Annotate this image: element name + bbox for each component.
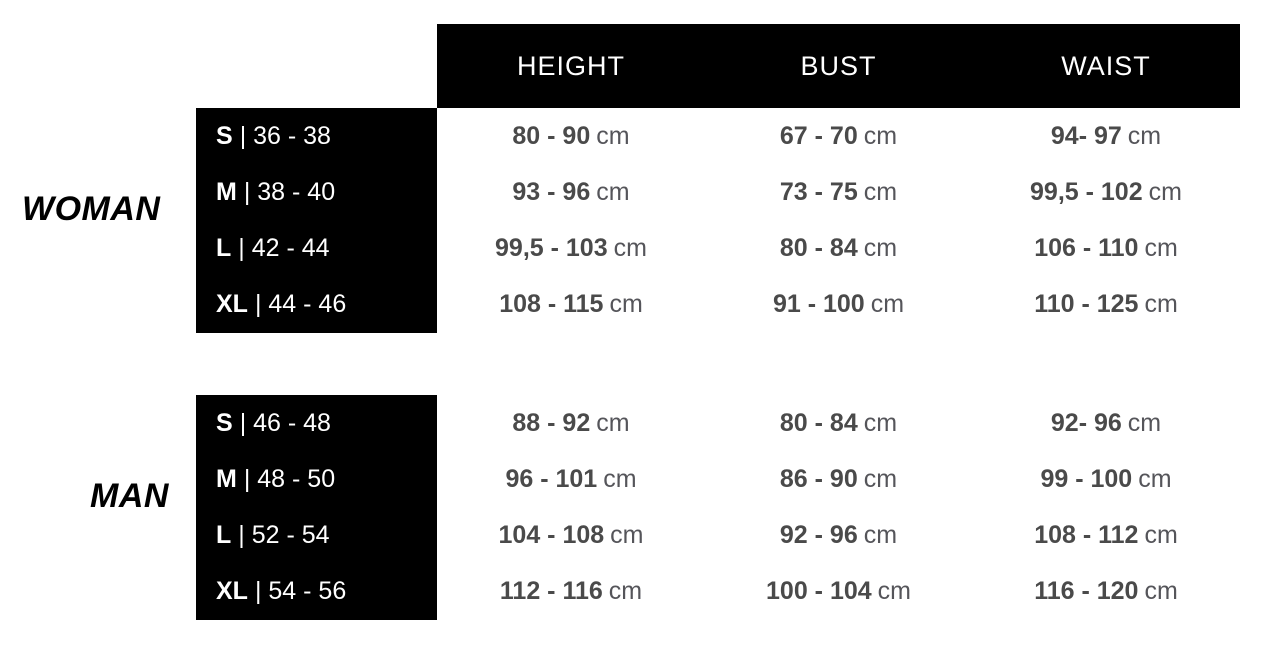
unit-label: cm xyxy=(596,121,630,150)
table-row xyxy=(437,395,1240,451)
cell-value: 94- 97 xyxy=(1050,121,1122,150)
cell-waist xyxy=(972,465,1240,494)
size-cell xyxy=(196,164,437,220)
size-code: XL xyxy=(216,290,248,319)
cell-value: 99,5 - 102 xyxy=(1030,177,1143,206)
table-row xyxy=(437,164,1240,220)
size-range: | 48 - 50 xyxy=(243,464,336,493)
unit-label: cm xyxy=(1138,464,1172,493)
size-range: | 54 - 56 xyxy=(254,577,347,606)
cell-waist xyxy=(972,290,1240,319)
unit-label: cm xyxy=(870,290,905,319)
cell-value: 91 - 100 xyxy=(772,290,865,319)
cell-waist xyxy=(972,521,1240,550)
table-row xyxy=(437,221,1240,277)
unit-label: cm xyxy=(610,521,644,550)
cell-value: 112 - 116 xyxy=(499,577,603,606)
unit-label: cm xyxy=(1127,121,1162,150)
cell-height xyxy=(437,465,705,494)
cell-bust xyxy=(705,521,972,550)
table-row xyxy=(437,277,1240,333)
cell-value: 110 - 125 xyxy=(1034,290,1139,319)
cell-height xyxy=(437,122,705,151)
size-code: L xyxy=(216,234,232,263)
size-cell xyxy=(196,108,437,164)
unit-label: cm xyxy=(863,177,898,206)
unit-label: cm xyxy=(1144,577,1178,606)
unit-label: cm xyxy=(863,464,898,493)
size-cell xyxy=(196,221,437,277)
cell-bust xyxy=(705,577,972,606)
cell-height xyxy=(437,290,705,319)
table-row xyxy=(437,451,1240,507)
size-code: M xyxy=(216,177,237,206)
cell-value: 106 - 110 xyxy=(1034,234,1139,263)
unit-label: cm xyxy=(863,408,898,437)
size-range: | 38 - 40 xyxy=(243,177,336,206)
cell-value: 92- 96 xyxy=(1050,408,1122,437)
table-header xyxy=(437,24,1240,108)
table-row xyxy=(437,564,1240,620)
cell-bust xyxy=(705,465,972,494)
cell-value: 104 - 108 xyxy=(498,521,605,550)
unit-label: cm xyxy=(1127,408,1162,437)
cell-bust xyxy=(705,122,972,151)
cell-value: 100 - 104 xyxy=(766,577,872,606)
cell-height xyxy=(437,178,705,207)
cell-value: 99 - 100 xyxy=(1040,464,1133,493)
cell-bust xyxy=(705,290,972,319)
group-label-woman: WOMAN xyxy=(22,190,161,228)
unit-label: cm xyxy=(1148,177,1182,206)
unit-label: cm xyxy=(596,408,630,437)
unit-label: cm xyxy=(1144,234,1178,263)
unit-label: cm xyxy=(609,290,643,319)
column-header-bust: BUST xyxy=(800,50,877,81)
size-cell xyxy=(196,564,437,620)
cell-value: 80 - 90 xyxy=(512,121,591,150)
size-range: | 52 - 54 xyxy=(238,521,330,550)
cell-height xyxy=(437,409,705,438)
size-cell xyxy=(196,451,437,507)
cell-bust xyxy=(705,178,972,207)
unit-label: cm xyxy=(596,177,630,206)
size-range: | 44 - 46 xyxy=(254,290,347,319)
group-label-man: MAN xyxy=(90,477,169,515)
size-cell xyxy=(196,508,437,564)
size-column-woman xyxy=(196,108,437,333)
cell-height xyxy=(437,234,705,263)
unit-label: cm xyxy=(613,234,647,263)
size-range: | 46 - 48 xyxy=(239,408,331,437)
cell-value: 92 - 96 xyxy=(779,521,858,550)
unit-label: cm xyxy=(863,521,898,550)
table-row xyxy=(437,508,1240,564)
size-range: | 36 - 38 xyxy=(239,121,331,150)
size-column-man xyxy=(196,395,437,620)
cell-bust xyxy=(705,234,972,263)
cell-waist xyxy=(972,409,1240,438)
measurements-man xyxy=(437,395,1240,620)
cell-value: 86 - 90 xyxy=(779,464,858,493)
cell-waist xyxy=(972,178,1240,207)
cell-value: 108 - 115 xyxy=(499,290,604,319)
cell-value: 99,5 - 103 xyxy=(495,234,608,263)
cell-waist xyxy=(972,577,1240,606)
size-code: M xyxy=(216,464,237,493)
size-cell xyxy=(196,395,437,451)
cell-value: 80 - 84 xyxy=(779,234,858,263)
measurements-woman xyxy=(437,108,1240,333)
size-code: S xyxy=(216,408,233,437)
size-code: L xyxy=(216,521,232,550)
cell-value: 93 - 96 xyxy=(512,177,591,206)
cell-value: 88 - 92 xyxy=(512,408,591,437)
unit-label: cm xyxy=(863,121,898,150)
unit-label: cm xyxy=(863,234,898,263)
cell-value: 108 - 112 xyxy=(1034,521,1139,550)
size-range: | 42 - 44 xyxy=(238,234,330,263)
size-code: S xyxy=(216,121,233,150)
cell-value: 67 - 70 xyxy=(779,121,858,150)
size-code: XL xyxy=(216,577,248,606)
cell-value: 73 - 75 xyxy=(779,177,858,206)
cell-height xyxy=(437,577,705,606)
cell-height xyxy=(437,521,705,550)
cell-value: 80 - 84 xyxy=(779,408,858,437)
unit-label: cm xyxy=(877,577,911,606)
cell-value: 96 - 101 xyxy=(505,464,598,493)
cell-value: 116 - 120 xyxy=(1034,577,1139,606)
column-header-height: HEIGHT xyxy=(516,50,625,81)
unit-label: cm xyxy=(603,464,637,493)
cell-waist xyxy=(972,122,1240,151)
column-header-waist: WAIST xyxy=(1061,50,1151,81)
size-cell xyxy=(196,277,437,333)
cell-waist xyxy=(972,234,1240,263)
unit-label: cm xyxy=(608,577,643,606)
cell-bust xyxy=(705,409,972,438)
unit-label: cm xyxy=(1144,521,1178,550)
table-row xyxy=(437,108,1240,164)
unit-label: cm xyxy=(1144,290,1178,319)
